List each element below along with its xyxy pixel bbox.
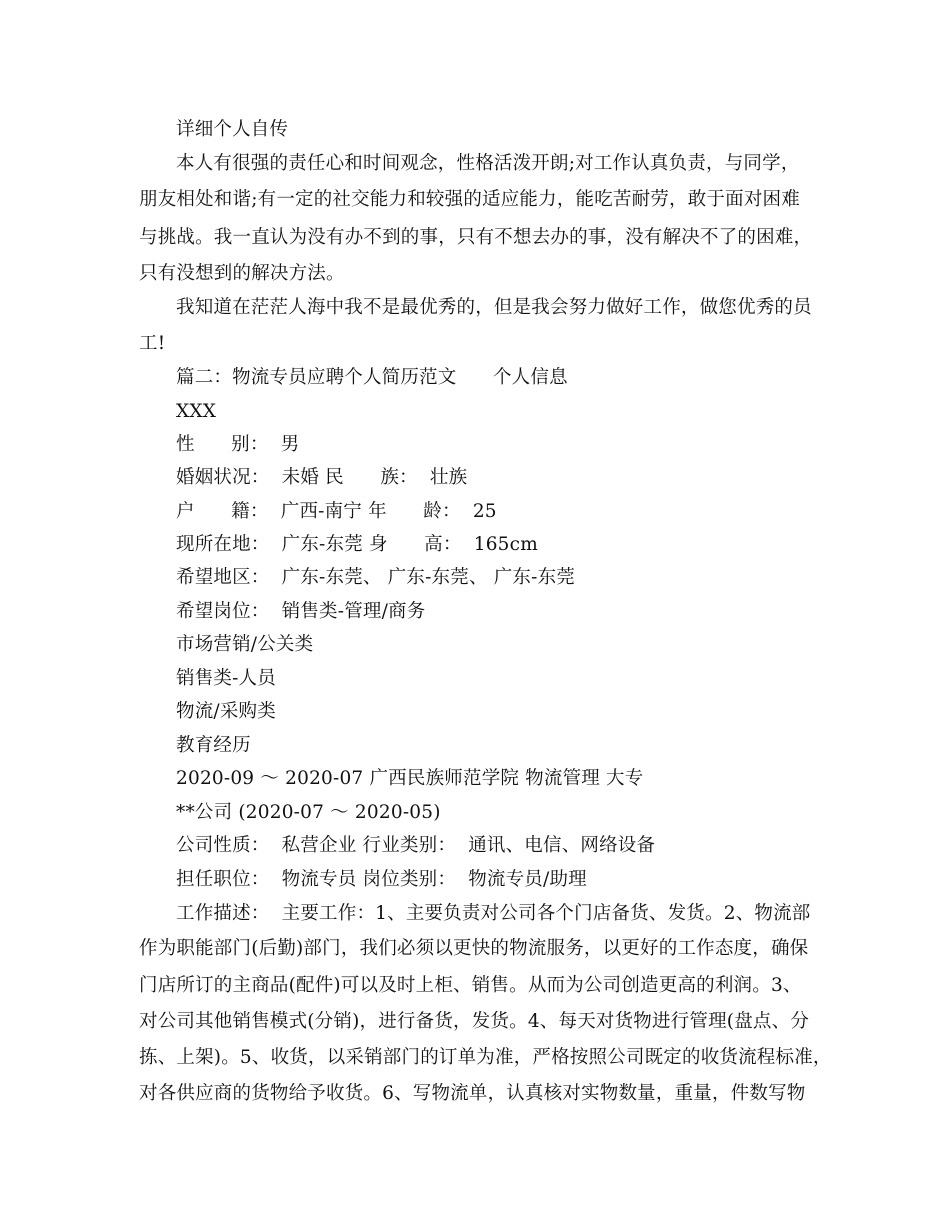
- applicant-name: XXX: [176, 401, 217, 422]
- info-line: 市场营销/公关类: [176, 634, 314, 655]
- paragraph-line: 工!: [139, 333, 166, 354]
- info-line: 销售类-人员: [176, 668, 276, 689]
- work-description-line: 门店所订的主商品(配件)可以及时上柜、销售。从而为公司创造更高的利润。3、: [139, 975, 802, 996]
- info-line: 2020-09 ～ 2020-07 广西民族师范学院 物流管理 大专: [176, 768, 644, 789]
- paragraph-line: 朋友相处和谐;有一定的社交能力和较强的适应能力，能吃苦耐劳，敢于面对困难: [139, 189, 800, 210]
- info-line: 希望岗位： 销售类-管理/商务: [176, 601, 426, 622]
- paragraph-line: 我知道在茫茫人海中我不是最优秀的，但是我会努力做好工作，做您优秀的员: [176, 297, 812, 318]
- work-description-line: 作为职能部门(后勤)部门，我们必须以更快的物流服务，以更好的工作态度，确保: [139, 938, 809, 959]
- work-description-line: 拣、上架)。5、收货，以采销部门的订单为准，严格按照公司既定的收货流程标准，: [139, 1047, 832, 1068]
- work-description-line: 工作描述： 主要工作：1、主要负责对公司各个门店备货、发货。2、物流部: [176, 903, 811, 924]
- paragraph-line: 只有没想到的解决方法。: [139, 263, 345, 284]
- info-line: 公司性质： 私营企业 行业类别： 通讯、电信、网络设备: [176, 835, 656, 856]
- paragraph-line: 本人有很强的责任心和时间观念，性格活泼开朗;对工作认真负责，与同学，: [176, 153, 800, 174]
- info-line: 婚姻状况： 未婚 民 族： 壮族: [176, 467, 468, 488]
- section-heading: 篇二：物流专员应聘个人简历范文 个人信息: [176, 367, 568, 388]
- info-line: **公司 (2020-07 ～ 2020-05): [176, 802, 441, 823]
- document-title: 详细个人自传: [176, 119, 289, 140]
- info-line: 现所在地： 广东-东莞 身 高： 165cm: [176, 534, 538, 555]
- info-line: 户 籍： 广西-南宁 年 龄： 25: [176, 501, 497, 522]
- info-line: 物流/采购类: [176, 701, 276, 722]
- info-line: 担任职位： 物流专员 岗位类别： 物流专员/助理: [176, 869, 587, 890]
- paragraph-line: 与挑战。我一直认为没有办不到的事，只有不想去办的事，没有解决不了的困难，: [139, 227, 813, 248]
- work-description-line: 对公司其他销售模式(分销)，进行备货，发货。4、每天对货物进行管理(盘点、分: [139, 1011, 810, 1032]
- info-line: 教育经历: [176, 735, 251, 756]
- info-line: 希望地区： 广东-东莞、 广东-东莞、 广东-东莞: [176, 567, 575, 588]
- work-description-line: 对各供应商的货物给予收货。6、写物流单，认真核对实物数量，重量，件数写物: [139, 1083, 806, 1104]
- info-line: 性 别： 男: [176, 434, 300, 455]
